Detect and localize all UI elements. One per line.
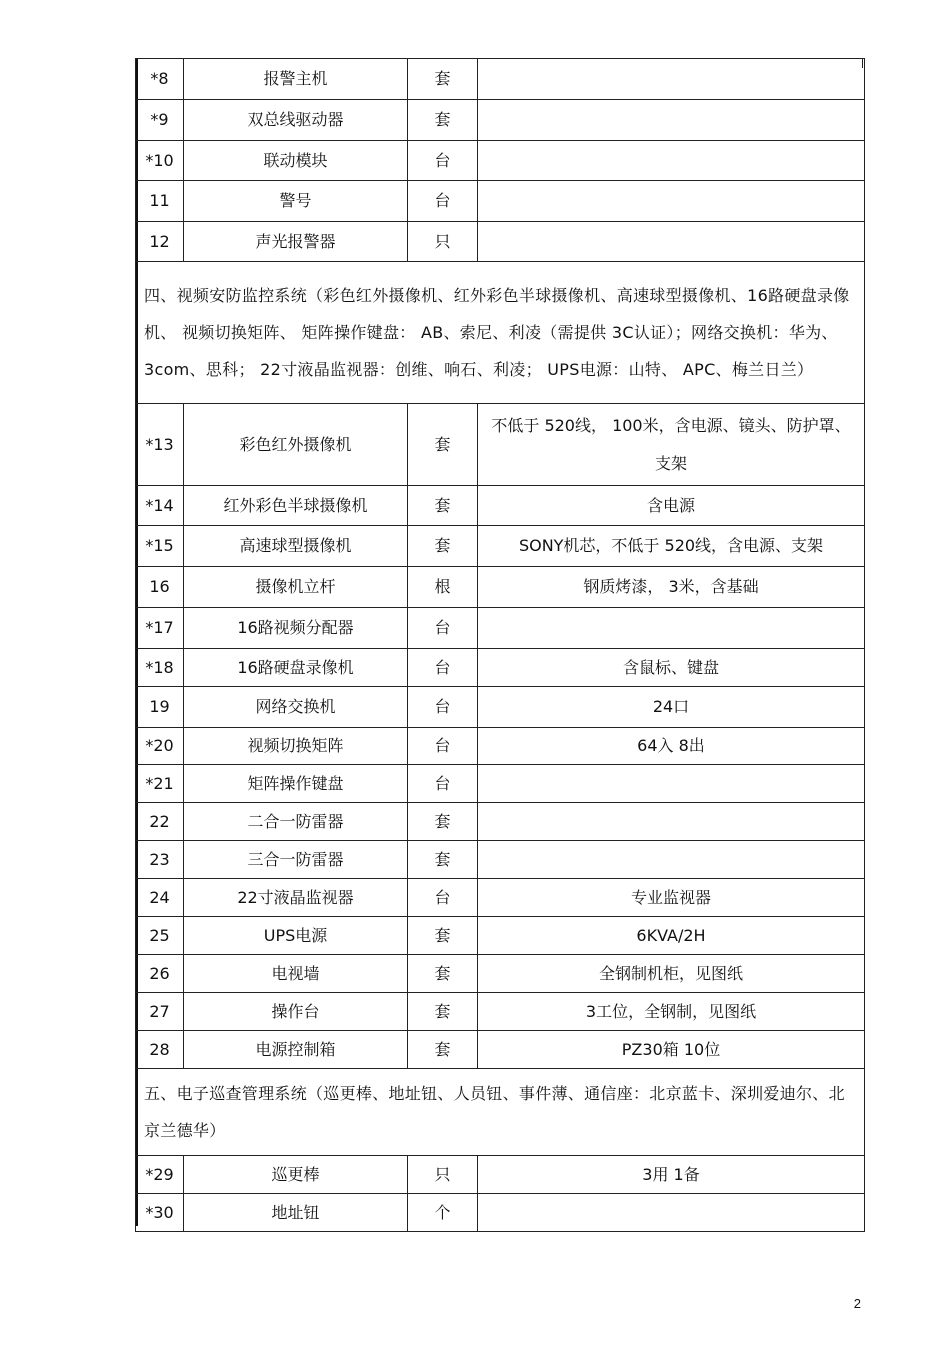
item-unit: 套 [408, 955, 478, 993]
item-name: 巡更棒 [184, 1156, 408, 1194]
item-note [478, 222, 865, 262]
item-number: *30 [136, 1194, 184, 1232]
item-name: 高速球型摄像机 [184, 526, 408, 567]
item-unit: 台 [408, 765, 478, 803]
item-number: 23 [136, 841, 184, 879]
item-note [478, 100, 865, 141]
item-number: *14 [136, 486, 184, 526]
item-unit: 套 [408, 59, 478, 100]
item-number: 12 [136, 222, 184, 262]
item-note [478, 841, 865, 879]
item-note: 3用 1备 [478, 1156, 865, 1194]
item-unit: 根 [408, 567, 478, 608]
item-unit: 套 [408, 486, 478, 526]
item-note: 不低于 520线， 100米，含电源、镜头、防护罩、支架 [478, 404, 865, 486]
item-name: 彩色红外摄像机 [184, 404, 408, 486]
item-number: 25 [136, 917, 184, 955]
table-row [136, 1156, 865, 1194]
section-4-heading: 四、视频安防监控系统（彩色红外摄像机、红外彩色半球摄像机、高速球型摄像机、16路硬盘录像机、 视频切换矩阵、 矩阵操作键盘： AB、索尼、利凌（需提供 3C认证）；网络交换机：华为、 3com、思科； 22寸液晶监视器：创维、响石、利凌； UPS电源：山特、 APC、梅兰日兰） [136, 262, 865, 404]
item-unit: 套 [408, 526, 478, 567]
item-note: 含鼠标、键盘 [478, 649, 865, 687]
table-row [136, 955, 865, 993]
section-heading-row [136, 262, 865, 404]
item-note [478, 765, 865, 803]
section-heading-row [136, 1069, 865, 1156]
item-number: *29 [136, 1156, 184, 1194]
item-unit: 套 [408, 841, 478, 879]
item-unit: 套 [408, 100, 478, 141]
item-note [478, 1194, 865, 1232]
item-name: 红外彩色半球摄像机 [184, 486, 408, 526]
item-unit: 只 [408, 1156, 478, 1194]
item-number: 11 [136, 181, 184, 222]
table-row [136, 687, 865, 728]
item-note: 6KVA/2H [478, 917, 865, 955]
item-unit: 只 [408, 222, 478, 262]
item-name: 报警主机 [184, 59, 408, 100]
equipment-table [135, 58, 865, 1232]
table-row [136, 181, 865, 222]
item-name: 警号 [184, 181, 408, 222]
table-row [136, 803, 865, 841]
item-number: 26 [136, 955, 184, 993]
item-number: 16 [136, 567, 184, 608]
item-name: 视频切换矩阵 [184, 728, 408, 765]
table-row [136, 879, 865, 917]
item-name: 声光报警器 [184, 222, 408, 262]
item-note: 64入 8出 [478, 728, 865, 765]
table-row [136, 841, 865, 879]
table-row [136, 1031, 865, 1069]
item-unit: 台 [408, 181, 478, 222]
item-number: *13 [136, 404, 184, 486]
item-note: 24口 [478, 687, 865, 728]
item-name: 三合一防雷器 [184, 841, 408, 879]
section-5-heading: 五、电子巡查管理系统（巡更棒、地址钮、人员钮、事件薄、通信座：北京蓝卡、深圳爱迪尔、北京兰德华） [136, 1069, 865, 1156]
item-note: PZ30箱 10位 [478, 1031, 865, 1069]
item-name: 摄像机立杆 [184, 567, 408, 608]
item-note: 含电源 [478, 486, 865, 526]
item-number: 22 [136, 803, 184, 841]
item-name: 16路硬盘录像机 [184, 649, 408, 687]
item-number: 28 [136, 1031, 184, 1069]
item-name: UPS电源 [184, 917, 408, 955]
item-number: *9 [136, 100, 184, 141]
item-number: *15 [136, 526, 184, 567]
item-note [478, 181, 865, 222]
item-number: 24 [136, 879, 184, 917]
item-name: 矩阵操作键盘 [184, 765, 408, 803]
page-number: 2 [853, 1296, 861, 1311]
item-number: 19 [136, 687, 184, 728]
item-name: 二合一防雷器 [184, 803, 408, 841]
item-unit: 台 [408, 608, 478, 649]
table-row [136, 917, 865, 955]
table-row [136, 649, 865, 687]
item-note [478, 141, 865, 181]
item-note: 3工位，全钢制，见图纸 [478, 993, 865, 1031]
item-unit: 台 [408, 879, 478, 917]
item-number: *10 [136, 141, 184, 181]
item-name: 16路视频分配器 [184, 608, 408, 649]
table-row [136, 567, 865, 608]
table-row [136, 728, 865, 765]
item-name: 电视墙 [184, 955, 408, 993]
table-row [136, 486, 865, 526]
item-unit: 套 [408, 404, 478, 486]
item-name: 双总线驱动器 [184, 100, 408, 141]
item-name: 22寸液晶监视器 [184, 879, 408, 917]
table-row [136, 59, 865, 100]
item-unit: 台 [408, 687, 478, 728]
table-row [136, 100, 865, 141]
item-unit: 套 [408, 803, 478, 841]
item-number: *8 [136, 59, 184, 100]
item-name: 地址钮 [184, 1194, 408, 1232]
table-row [136, 608, 865, 649]
item-unit: 台 [408, 649, 478, 687]
item-number: 27 [136, 993, 184, 1031]
item-note: 全钢制机柜，见图纸 [478, 955, 865, 993]
table-row [136, 765, 865, 803]
table-row [136, 526, 865, 567]
item-note [478, 803, 865, 841]
item-number: *21 [136, 765, 184, 803]
item-name: 电源控制箱 [184, 1031, 408, 1069]
table-row [136, 1194, 865, 1232]
item-note: 专业监视器 [478, 879, 865, 917]
item-note: 钢质烤漆， 3米，含基础 [478, 567, 865, 608]
item-note: SONY机芯，不低于 520线，含电源、支架 [478, 526, 865, 567]
table-row [136, 404, 865, 486]
table-row [136, 993, 865, 1031]
item-number: *18 [136, 649, 184, 687]
item-number: *17 [136, 608, 184, 649]
item-unit: 台 [408, 728, 478, 765]
item-unit: 套 [408, 993, 478, 1031]
table-row [136, 222, 865, 262]
item-unit: 个 [408, 1194, 478, 1232]
item-number: *20 [136, 728, 184, 765]
item-unit: 套 [408, 917, 478, 955]
item-name: 操作台 [184, 993, 408, 1031]
item-unit: 台 [408, 141, 478, 181]
item-unit: 套 [408, 1031, 478, 1069]
item-note [478, 59, 865, 100]
item-name: 网络交换机 [184, 687, 408, 728]
table-row [136, 141, 865, 181]
item-name: 联动模块 [184, 141, 408, 181]
item-note [478, 608, 865, 649]
